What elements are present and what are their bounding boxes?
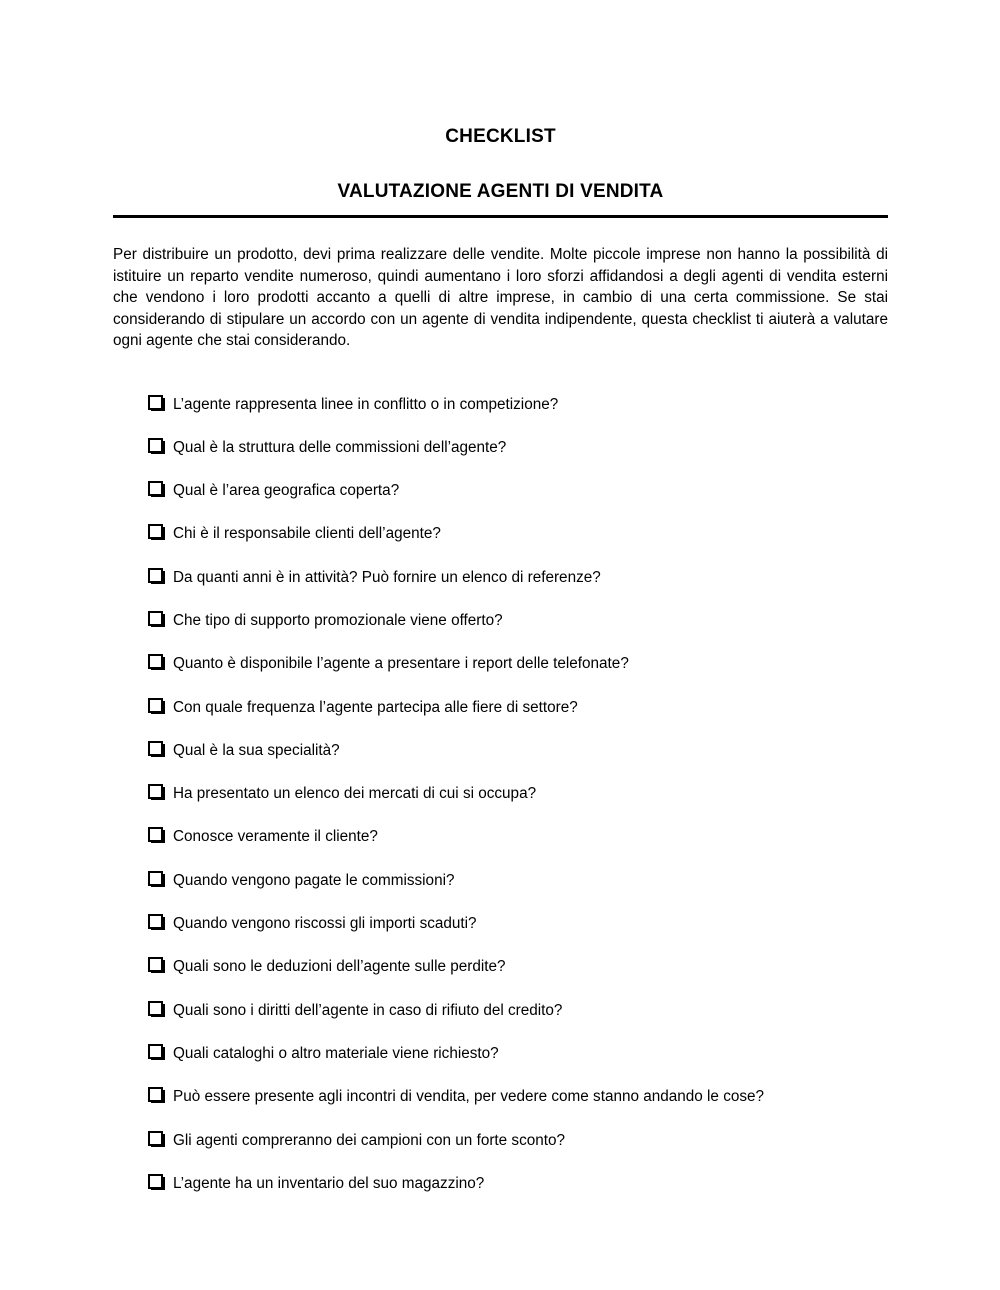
list-item[interactable] [113, 610, 888, 631]
empty-checkbox-icon[interactable] [148, 524, 165, 540]
checklist-item-label: L’agente rappresenta linee in conflitto o in competizione? [173, 395, 559, 413]
checklist-item-label: Quali cataloghi o altro materiale viene richiesto? [173, 1044, 499, 1062]
empty-checkbox-icon[interactable] [148, 1044, 165, 1060]
intro-paragraph: Per distribuire un prodotto, devi prima realizzare delle vendite. Molte piccole imprese non hanno la possibilità di istituire un reparto vendite numeroso, quindi aumentano i loro sforzi affidandosi a degli agenti di vendita esterni che vendono i loro prodotti accanto a quelli di altre imprese, in cambio di una certa commissione. Se stai considerando di stipulare un accordo con un agente di vendita indipendente, questa checklist ti aiuterà a valutare ogni agente che stai considerando. [113, 246, 888, 349]
checklist-item-label: Gli agenti compreranno dei campioni con un forte sconto? [173, 1131, 565, 1149]
checklist-item-label: L’agente ha un inventario del suo magazzino? [173, 1174, 485, 1192]
list-item[interactable] [113, 653, 888, 674]
list-item[interactable] [113, 1043, 888, 1064]
list-item[interactable] [113, 394, 888, 415]
empty-checkbox-icon[interactable] [148, 827, 165, 843]
list-item[interactable] [113, 523, 888, 544]
list-item[interactable] [113, 826, 888, 847]
list-item[interactable] [113, 1130, 888, 1151]
empty-checkbox-icon[interactable] [148, 1087, 165, 1103]
checklist-item-label: Qual è la sua specialità? [173, 741, 340, 759]
empty-checkbox-icon[interactable] [148, 654, 165, 670]
checklist-item-label: Quando vengono riscossi gli importi scaduti? [173, 915, 477, 933]
empty-checkbox-icon[interactable] [148, 698, 165, 714]
empty-checkbox-icon[interactable] [148, 1001, 165, 1017]
empty-checkbox-icon[interactable] [148, 784, 165, 800]
checklist-item-label: Da quanti anni è in attività? Può fornire un elenco di referenze? [173, 568, 601, 586]
list-item[interactable] [113, 567, 888, 588]
list-item[interactable] [113, 1173, 888, 1194]
empty-checkbox-icon[interactable] [148, 438, 165, 454]
empty-checkbox-icon[interactable] [148, 1174, 165, 1190]
checklist-item-label: Chi è il responsabile clienti dell’agente? [173, 525, 441, 543]
page-title: CHECKLIST [445, 126, 556, 147]
list-item[interactable] [113, 437, 888, 458]
checklist-item-label: Quando vengono pagate le commissioni? [173, 871, 455, 889]
list-item[interactable] [113, 1086, 888, 1107]
checklist [113, 394, 888, 1194]
checklist-item-label: Può essere presente agli incontri di vendita, per vedere come stanno andando le cose? [173, 1088, 765, 1106]
empty-checkbox-icon[interactable] [148, 395, 165, 411]
title-divider [113, 215, 888, 218]
list-item[interactable] [113, 783, 888, 804]
checklist-item-label: Con quale frequenza l’agente partecipa alle fiere di settore? [173, 698, 578, 716]
page-subtitle: VALUTAZIONE AGENTI DI VENDITA [337, 181, 664, 202]
checklist-item-label: Quali sono le deduzioni dell’agente sulle perdite? [173, 958, 506, 976]
list-item[interactable] [113, 870, 888, 891]
list-item[interactable] [113, 480, 888, 501]
empty-checkbox-icon[interactable] [148, 871, 165, 887]
empty-checkbox-icon[interactable] [148, 611, 165, 627]
list-item[interactable] [113, 1000, 888, 1021]
checklist-item-label: Qual è la struttura delle commissioni dell’agente? [173, 438, 507, 456]
empty-checkbox-icon[interactable] [148, 957, 165, 973]
empty-checkbox-icon[interactable] [148, 1131, 165, 1147]
empty-checkbox-icon[interactable] [148, 914, 165, 930]
checklist-item-label: Qual è l’area geografica coperta? [173, 482, 400, 500]
checklist-item-label: Quanto è disponibile l’agente a presentare i report delle telefonate? [173, 655, 629, 673]
list-item[interactable] [113, 740, 888, 761]
document-content [113, 0, 888, 1216]
empty-checkbox-icon[interactable] [148, 741, 165, 757]
checklist-item-label: Conosce veramente il cliente? [173, 828, 378, 846]
empty-checkbox-icon[interactable] [148, 568, 165, 584]
empty-checkbox-icon[interactable] [148, 481, 165, 497]
list-item[interactable] [113, 697, 888, 718]
list-item[interactable] [113, 956, 888, 977]
checklist-item-label: Che tipo di supporto promozionale viene offerto? [173, 611, 503, 629]
list-item[interactable] [113, 913, 888, 934]
checklist-item-label: Quali sono i diritti dell’agente in caso di rifiuto del credito? [173, 1001, 563, 1019]
checklist-item-label: Ha presentato un elenco dei mercati di cui si occupa? [173, 785, 537, 803]
